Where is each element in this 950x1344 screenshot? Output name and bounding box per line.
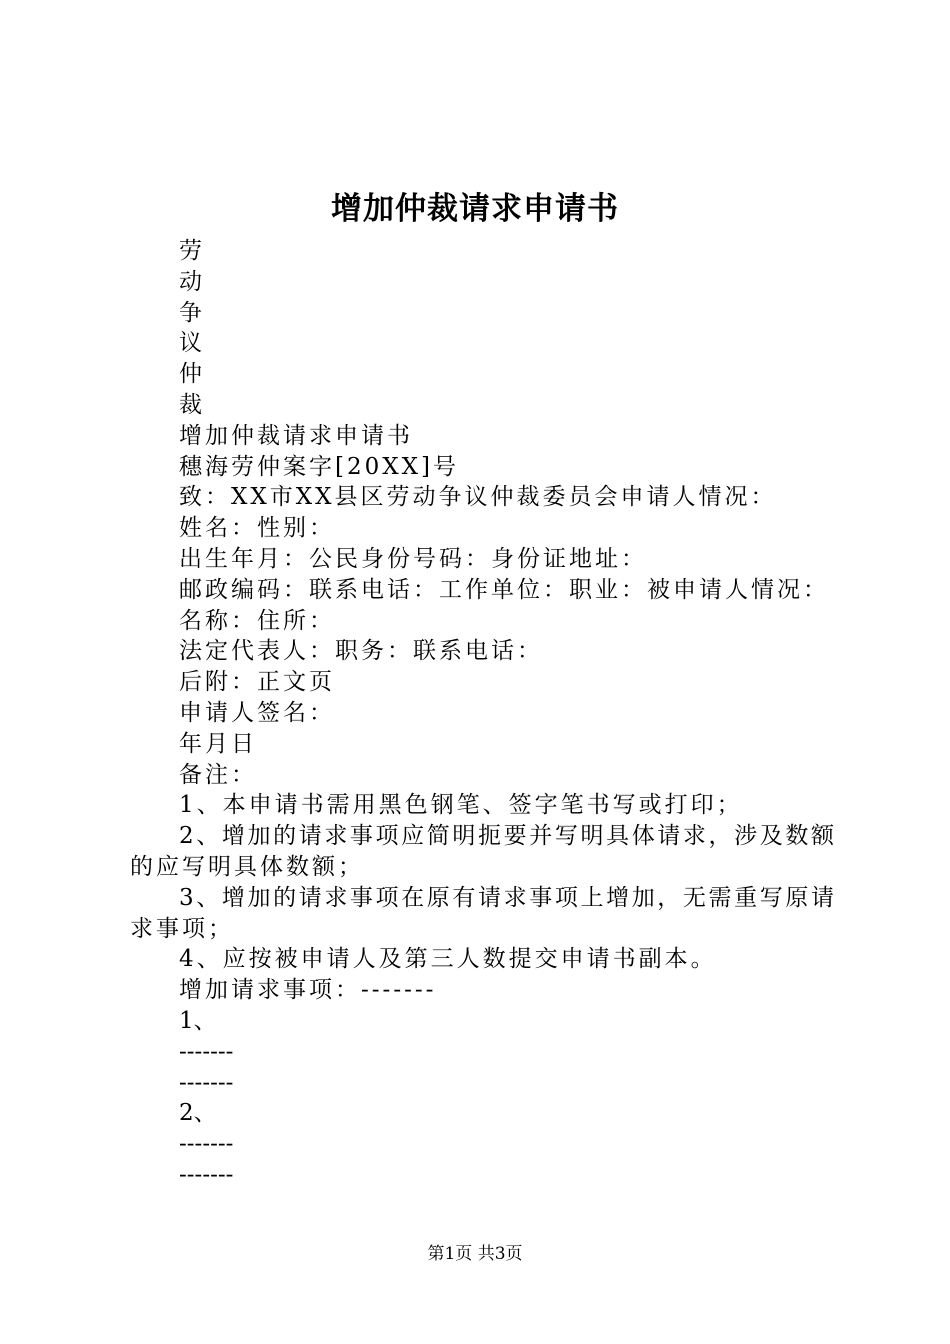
- note-item: 2、增加的请求事项应简明扼要并写明具体请求，涉及数额: [179, 823, 834, 850]
- header-char: 劳: [179, 238, 202, 264]
- claim-blank-line: -------: [179, 1069, 234, 1096]
- note-item-continuation: 的应写明具体数额；: [130, 853, 364, 880]
- case-number: 穗海劳仲案字[20XX]号: [179, 453, 459, 480]
- notes-label: 备注：: [179, 761, 257, 788]
- header-char: 仲: [179, 361, 202, 388]
- note-item: 1、本申请书需用黑色钢笔、签字笔书写或打印；: [179, 792, 743, 819]
- page-footer: 第1页 共3页: [427, 1244, 523, 1264]
- signature-field: 申请人签名：: [179, 699, 335, 726]
- claim-blank-line: -------: [179, 1161, 234, 1188]
- claim-number: 1、: [179, 1007, 217, 1034]
- claims-label: 增加请求事项：-------: [179, 977, 437, 1004]
- header-char: 议: [179, 330, 202, 357]
- org-address-field: 名称：住所：: [179, 607, 335, 634]
- note-item: 3、增加的请求事项在原有请求事项上增加，无需重写原请: [179, 884, 834, 911]
- name-gender-field: 姓名：性别：: [179, 515, 335, 542]
- claim-blank-line: -------: [179, 1131, 234, 1158]
- header-char: 动: [179, 268, 202, 295]
- date-field: 年月日: [179, 730, 257, 757]
- addressee-line: 致：XX市XX县区劳动争议仲裁委员会申请人情况：: [179, 484, 777, 511]
- header-char: 争: [179, 299, 202, 326]
- header-char: 裁: [179, 391, 202, 418]
- birth-id-address-field: 出生年月：公民身份号码：身份证地址：: [179, 545, 647, 572]
- postal-phone-work-field: 邮政编码：联系电话：工作单位：职业：被申请人情况：: [179, 576, 829, 603]
- document-title: 增加仲裁请求申请书: [331, 191, 619, 227]
- note-item: 4、应按被申请人及第三人数提交申请书副本。: [179, 946, 717, 973]
- claim-blank-line: -------: [179, 1038, 234, 1065]
- document-body: [130, 236, 834, 1191]
- claim-number: 2、: [179, 1100, 217, 1127]
- attachment-field: 后附：正文页: [179, 669, 335, 696]
- note-item-continuation: 求事项；: [130, 915, 234, 942]
- document-subtitle: 增加仲裁请求申请书: [179, 422, 413, 449]
- legal-rep-field: 法定代表人：职务：联系电话：: [179, 638, 543, 665]
